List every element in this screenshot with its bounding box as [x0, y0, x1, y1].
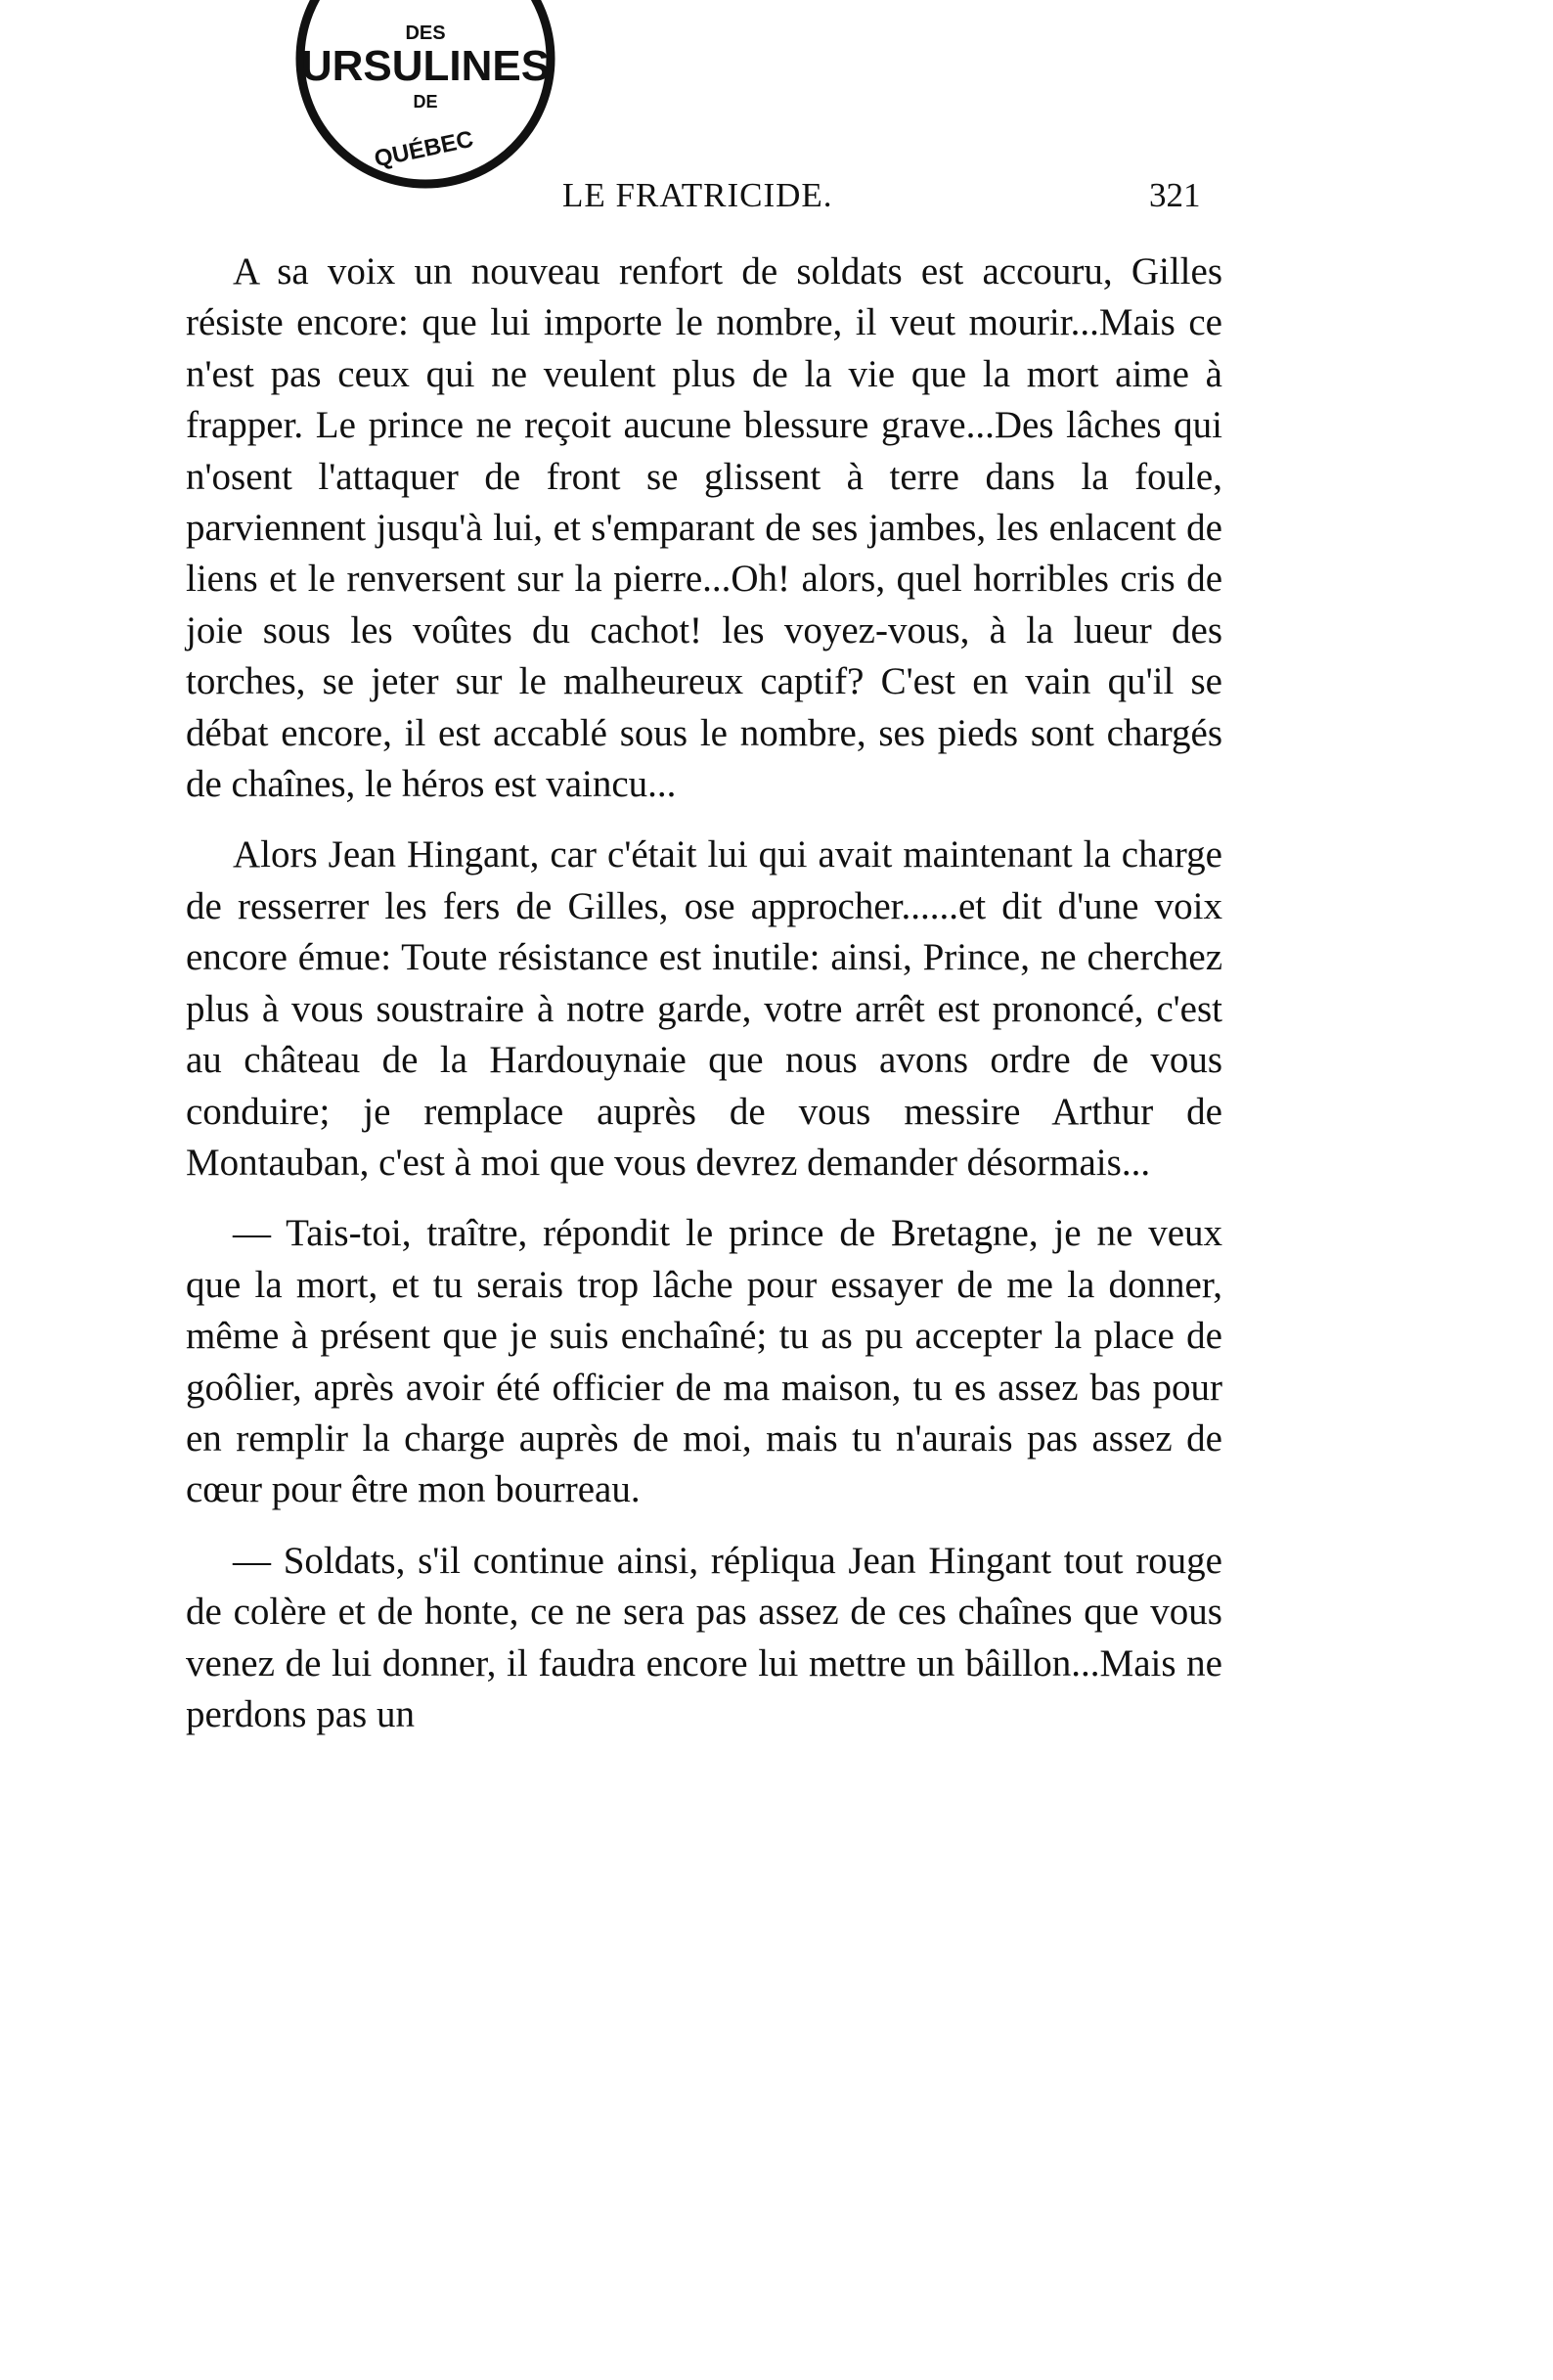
page-header [0, 176, 1553, 235]
stamp-line-1: DES [405, 22, 446, 44]
stamp-graphic [284, 0, 567, 205]
body-text [186, 247, 1222, 1760]
stamp-line-2: URSULINES [300, 42, 551, 90]
paragraph-2: Alors Jean Hingant, car c'était lui qui avait maintenant la charge de resserrer les fers de Gilles, ose approcher......et dit d'une voix encore émue: Toute résistance est inutile: ainsi, Prince, ne cherchez plus à vous soustraire à notre garde, votre arrêt est prononcé, c'est au château de la Hardouynaie que nous avons ordre de vous conduire; je remplace auprès de vous messire Arthur de Montauban, c'est à moi que vous devrez demander désormais... [186, 833, 1222, 1184]
page-number: 321 [1149, 176, 1201, 214]
stamp-line-3: DE [413, 92, 438, 112]
paragraph-4: — Soldats, s'il continue ainsi, répliqua Jean Hingant tout rouge de colère et de honte, ce ne sera pas assez de ces chaînes que vous venez de lui donner, il faudra encore lui mettre un bâillon...Mais ne perdons pas un [186, 1539, 1222, 1735]
paragraph-1: A sa voix un nouveau renfort de soldats est accouru, Gilles résiste encore: que lui importe le nombre, il veut mourir...Mais ce n'est pas ceux qui ne veulent plus de la vie que la mort aime à frapper. Le prince ne reçoit aucune blessure grave...Des lâches qui n'osent l'attaquer de front se glissent à terre dans la foule, parviennent jusqu'à lui, et s'emparant de ses jambes, les enlacent de liens et le renversent sur la pierre...Oh! alors, quel horribles cris de joie sous les voûtes du cachot! les voyez-vous, à la lueur des torches, se jeter sur le malheureux captif? C'est en vain qu'il se débat encore, il est accablé sous le nombre, ses pieds sont chargés de chaînes, le héros est vaincu... [186, 250, 1222, 806]
library-stamp [284, 0, 567, 205]
paragraph-3: — Tais-toi, traître, répondit le prince de Bretagne, je ne veux que la mort, et tu serais trop lâche pour essayer de me la donner, même à présent que je suis enchaîné; tu as pu accepter la place de goôlier, après avoir été officier de ma maison, tu es assez bas pour en remplir la charge auprès de moi, mais tu n'aurais pas assez de cœur pour être mon bourreau. [186, 1212, 1222, 1511]
stamp-line-4: QUÉBEC [372, 125, 476, 173]
running-title: LE FRATRICIDE. [562, 176, 833, 214]
